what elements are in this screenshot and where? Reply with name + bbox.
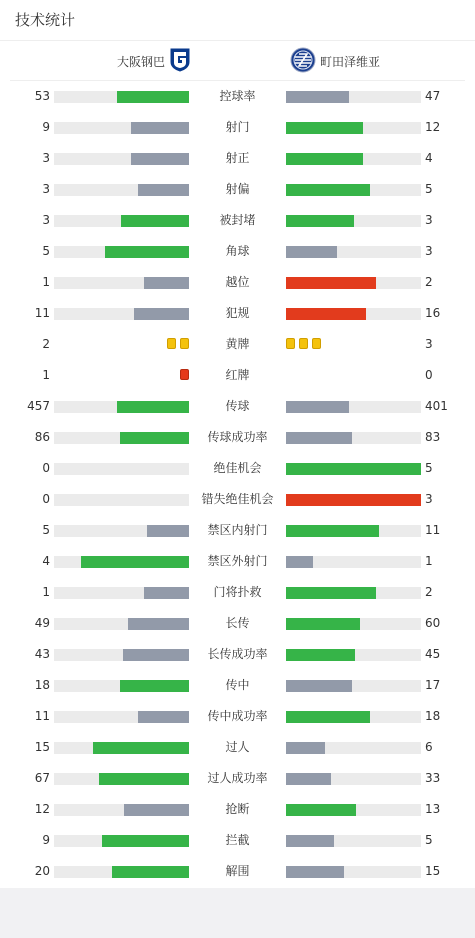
away-value: 3 (425, 492, 433, 506)
away-bar-fill (286, 649, 355, 661)
away-bar-track (286, 866, 421, 878)
stat-row (0, 298, 475, 329)
away-value: 11 (425, 523, 441, 537)
stat-label: 被封堵 (219, 213, 256, 227)
home-value: 1 (42, 275, 50, 289)
away-value: 15 (425, 864, 441, 878)
yellow-card-icon (286, 338, 295, 349)
away-value: 1 (425, 554, 433, 568)
stat-label: 黄牌 (225, 337, 250, 351)
away-bar-track (286, 401, 421, 413)
away-bar-track (286, 463, 421, 475)
stat-row (0, 143, 475, 174)
section-title: 技术统计 (15, 11, 76, 29)
away-value: 3 (425, 337, 433, 351)
home-cards (180, 369, 189, 380)
home-bar-track (54, 494, 189, 506)
home-value: 9 (42, 833, 50, 847)
away-bar-track (286, 91, 421, 103)
away-bar-fill (286, 556, 313, 568)
stat-label: 过人成功率 (207, 771, 268, 785)
stat-label: 传球 (225, 399, 250, 413)
stat-row (0, 670, 475, 701)
home-value: 3 (42, 213, 50, 227)
away-bar-track (286, 277, 421, 289)
stat-row (0, 794, 475, 825)
home-bar-fill (128, 618, 189, 630)
home-bar-fill (123, 649, 189, 661)
home-bar-track (54, 587, 189, 599)
stat-label: 门将扑救 (213, 585, 262, 599)
stat-row (0, 205, 475, 236)
away-bar-track (286, 308, 421, 320)
home-bar-track (54, 463, 189, 475)
home-value: 20 (34, 864, 50, 878)
away-bar-fill (286, 525, 379, 537)
home-bar-fill (144, 277, 189, 289)
away-bar-fill (286, 401, 349, 413)
away-bar-track (286, 432, 421, 444)
away-bar-track (286, 215, 421, 227)
stat-row (0, 112, 475, 143)
away-bar-fill (286, 618, 360, 630)
home-bar-track (54, 277, 189, 289)
home-value: 53 (34, 89, 50, 103)
home-bar-fill (138, 184, 189, 196)
home-bar-track (54, 91, 189, 103)
home-bar-track (54, 184, 189, 196)
home-bar-fill (117, 91, 189, 103)
away-bar-track (286, 494, 421, 506)
stat-label: 绝佳机会 (213, 461, 262, 475)
away-bar-track (286, 649, 421, 661)
stat-label: 犯规 (225, 306, 250, 320)
home-bar-fill (99, 773, 189, 785)
home-value: 18 (34, 678, 50, 692)
stat-row (0, 81, 475, 112)
away-team[interactable] (290, 42, 470, 80)
stat-row (0, 267, 475, 298)
away-bar-fill (286, 463, 421, 475)
stat-row (0, 236, 475, 267)
machida-zelvia-logo-icon (290, 47, 316, 76)
home-value: 9 (42, 120, 50, 134)
away-value: 5 (425, 461, 433, 475)
stat-row (0, 825, 475, 856)
yellow-card-icon (167, 338, 176, 349)
away-bar-track (286, 153, 421, 165)
away-value: 83 (425, 430, 441, 444)
stat-label: 长传成功率 (207, 647, 268, 661)
home-value: 67 (34, 771, 50, 785)
home-value: 11 (34, 709, 50, 723)
home-cards (167, 338, 189, 349)
away-bar-track (286, 184, 421, 196)
home-bar-track (54, 773, 189, 785)
home-bar-track (54, 804, 189, 816)
away-bar-fill (286, 835, 334, 847)
stat-label: 射偏 (225, 182, 250, 196)
team-header (10, 42, 465, 81)
home-value: 0 (42, 461, 50, 475)
away-value: 3 (425, 244, 433, 258)
away-bar-fill (286, 587, 376, 599)
stat-row (0, 484, 475, 515)
stat-row (0, 174, 475, 205)
away-team-name: 町田泽维亚 (320, 54, 381, 69)
stat-row (0, 360, 475, 391)
yellow-card-icon (299, 338, 308, 349)
stat-label: 传中成功率 (207, 709, 268, 723)
stat-label: 传球成功率 (207, 430, 268, 444)
away-bar-fill (286, 742, 325, 754)
home-bar-fill (144, 587, 189, 599)
stat-label: 抢断 (225, 802, 250, 816)
stat-label: 红牌 (225, 368, 250, 382)
away-value: 60 (425, 616, 441, 630)
home-bar-track (54, 835, 189, 847)
home-bar-fill (112, 866, 189, 878)
home-value: 11 (34, 306, 50, 320)
stat-label: 角球 (225, 244, 250, 258)
away-bar-fill (286, 494, 421, 506)
home-bar-track (54, 401, 189, 413)
stat-row (0, 701, 475, 732)
home-bar-track (54, 649, 189, 661)
home-team-name: 大阪钢巴 (116, 54, 165, 69)
home-bar-fill (138, 711, 189, 723)
home-bar-track (54, 215, 189, 227)
home-bar-track (54, 680, 189, 692)
stat-label: 拦截 (225, 833, 250, 847)
away-value: 0 (425, 368, 433, 382)
stat-label: 禁区内射门 (207, 523, 268, 537)
away-value: 13 (425, 802, 441, 816)
away-bar-fill (286, 153, 363, 165)
home-bar-track (54, 153, 189, 165)
away-bar-fill (286, 122, 363, 134)
home-value: 0 (42, 492, 50, 506)
home-bar-fill (147, 525, 189, 537)
away-value: 12 (425, 120, 441, 134)
home-value: 1 (42, 585, 50, 599)
away-bar-fill (286, 711, 370, 723)
away-bar-track (286, 525, 421, 537)
stat-label: 错失绝佳机会 (201, 492, 274, 506)
home-bar-fill (120, 680, 189, 692)
away-bar-track (286, 804, 421, 816)
stat-label: 传中 (225, 678, 250, 692)
away-value: 16 (425, 306, 441, 320)
away-bar-track (286, 618, 421, 630)
stat-row (0, 856, 475, 887)
away-bar-track (286, 711, 421, 723)
stat-row (0, 732, 475, 763)
stat-label: 过人 (225, 740, 250, 754)
away-value: 2 (425, 585, 433, 599)
home-bar-fill (124, 804, 189, 816)
stat-row (0, 453, 475, 484)
away-value: 6 (425, 740, 433, 754)
home-bar-fill (134, 308, 189, 320)
home-value: 3 (42, 182, 50, 196)
away-bar-track (286, 587, 421, 599)
away-bar-fill (286, 215, 354, 227)
stat-label: 禁区外射门 (207, 554, 268, 568)
away-cards (286, 338, 321, 349)
home-value: 5 (42, 523, 50, 537)
stat-label: 解围 (225, 864, 250, 878)
stat-row (0, 422, 475, 453)
away-bar-fill (286, 184, 370, 196)
stat-row (0, 391, 475, 422)
away-bar-fill (286, 277, 376, 289)
home-value: 86 (34, 430, 50, 444)
yellow-card-icon (312, 338, 321, 349)
away-bar-track (286, 246, 421, 258)
away-bar-track (286, 122, 421, 134)
away-bar-track (286, 773, 421, 785)
stat-row (0, 763, 475, 794)
yellow-card-icon (180, 338, 189, 349)
stat-label: 越位 (225, 275, 250, 289)
home-value: 4 (42, 554, 50, 568)
home-bar-fill (131, 122, 189, 134)
home-team[interactable] (10, 42, 190, 80)
away-value: 45 (425, 647, 441, 661)
home-bar-fill (117, 401, 189, 413)
away-value: 5 (425, 833, 433, 847)
home-bar-track (54, 742, 189, 754)
stat-row (0, 639, 475, 670)
away-bar-track (286, 835, 421, 847)
away-bar-fill (286, 432, 352, 444)
away-value: 17 (425, 678, 441, 692)
stat-row (0, 577, 475, 608)
home-bar-track (54, 122, 189, 134)
away-value: 3 (425, 213, 433, 227)
home-bar-track (54, 432, 189, 444)
away-bar-fill (286, 308, 366, 320)
away-bar-fill (286, 246, 337, 258)
home-bar-fill (81, 556, 189, 568)
home-value: 2 (42, 337, 50, 351)
away-bar-fill (286, 91, 349, 103)
stat-label: 射门 (225, 120, 250, 134)
home-bar-track (54, 246, 189, 258)
away-value: 2 (425, 275, 433, 289)
away-bar-fill (286, 773, 331, 785)
gamba-osaka-logo-icon (170, 48, 190, 75)
home-bar-track (54, 866, 189, 878)
away-value: 5 (425, 182, 433, 196)
stat-row (0, 329, 475, 360)
home-bar-track (54, 618, 189, 630)
home-value: 5 (42, 244, 50, 258)
away-bar-fill (286, 804, 356, 816)
stat-row (0, 608, 475, 639)
red-card-icon (180, 369, 189, 380)
home-value: 43 (34, 647, 50, 661)
home-value: 12 (34, 802, 50, 816)
stat-label: 射正 (225, 151, 250, 165)
home-bar-track (54, 556, 189, 568)
away-bar-track (286, 742, 421, 754)
home-bar-fill (120, 432, 189, 444)
away-bar-track (286, 556, 421, 568)
home-value: 15 (34, 740, 50, 754)
away-bar-fill (286, 866, 344, 878)
home-value: 1 (42, 368, 50, 382)
stat-row (0, 546, 475, 577)
stat-row (0, 515, 475, 546)
home-bar-track (54, 711, 189, 723)
home-bar-fill (131, 153, 189, 165)
away-value: 47 (425, 89, 441, 103)
home-bar-track (54, 525, 189, 537)
home-value: 3 (42, 151, 50, 165)
stat-label: 长传 (225, 616, 250, 630)
away-value: 401 (425, 399, 448, 413)
home-bar-fill (121, 215, 189, 227)
home-bar-fill (93, 742, 189, 754)
home-bar-track (54, 308, 189, 320)
away-bar-fill (286, 680, 352, 692)
home-value: 49 (34, 616, 50, 630)
header-divider (0, 40, 475, 41)
stat-label: 控球率 (219, 89, 256, 103)
away-value: 33 (425, 771, 441, 785)
home-value: 457 (27, 399, 50, 413)
away-value: 4 (425, 151, 433, 165)
home-bar-fill (105, 246, 189, 258)
away-value: 18 (425, 709, 441, 723)
away-bar-track (286, 680, 421, 692)
home-bar-fill (102, 835, 189, 847)
